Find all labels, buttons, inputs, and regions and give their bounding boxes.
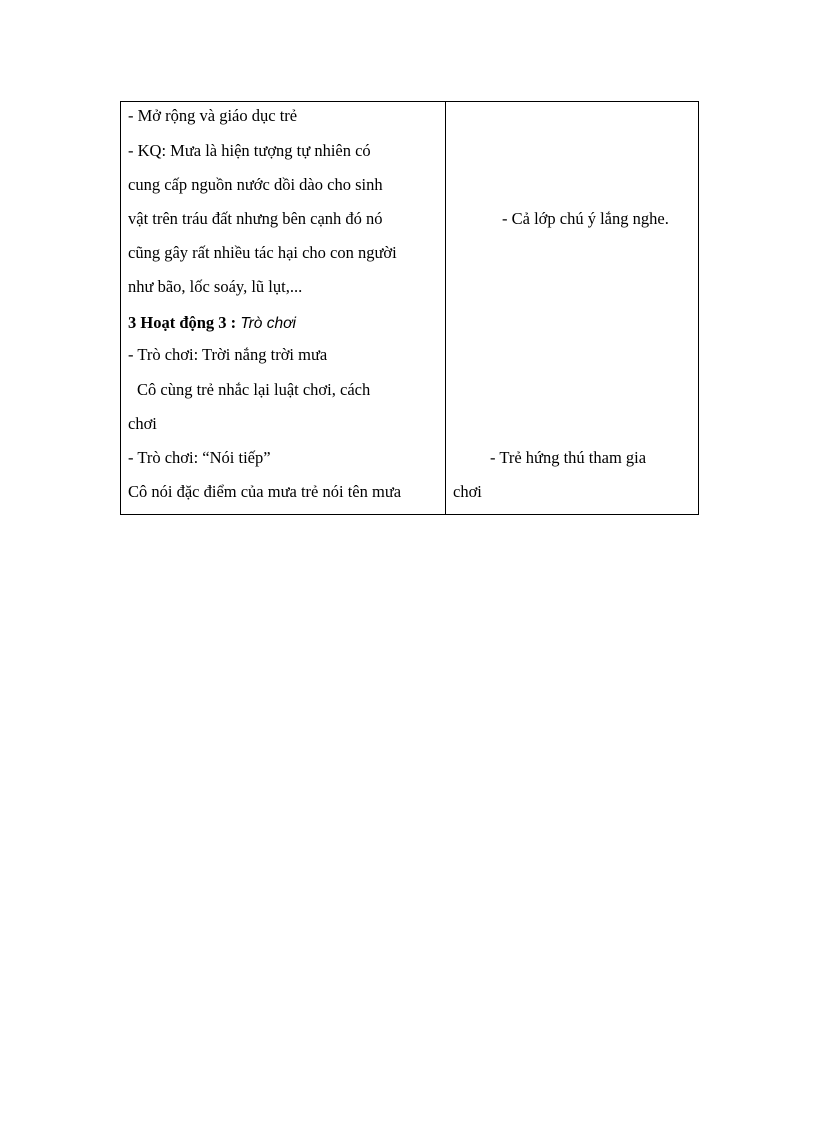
teacher-line: Cô cùng trẻ nhắc lại luật chơi, cách [137, 380, 371, 399]
child-response-play: - Trẻ hứng thú tham gia [490, 448, 647, 467]
teacher-line: như bão, lốc soáy, lũ lụt,... [128, 277, 303, 296]
teacher-line: vật trên tráu đất nhưng bên cạnh đó nó [128, 209, 383, 228]
teacher-activity-cell [121, 102, 446, 515]
activity-heading-label: 3 Hoạt động 3 : [128, 313, 237, 332]
activity-heading [128, 313, 296, 334]
teacher-line: - Trò chơi: Trời nắng trời mưa [128, 345, 328, 364]
teacher-line: cũng gây rất nhiều tác hại cho con người [128, 243, 397, 262]
child-activity-content [446, 102, 698, 514]
child-response-play-continued: chơi [453, 482, 482, 501]
teacher-line: chơi [128, 414, 157, 433]
teacher-line: - Mở rộng và giáo dục trẻ [128, 106, 298, 125]
child-activity-cell [446, 102, 699, 515]
lesson-plan-table [120, 101, 699, 515]
teacher-line: - KQ: Mưa là hiện tượng tự nhiên có [128, 141, 371, 160]
table-row [121, 102, 699, 515]
teacher-line: cung cấp nguồn nước dồi dào cho sinh [128, 175, 383, 194]
teacher-activity-content [121, 102, 445, 514]
teacher-line: Cô nói đặc điểm của mưa trẻ nói tên mưa [128, 482, 402, 501]
activity-heading-title: Trò chơi [240, 315, 296, 332]
teacher-line: - Trò chơi: “Nói tiếp” [128, 448, 271, 467]
child-response-listen: - Cả lớp chú ý lắng nghe. [502, 209, 669, 228]
